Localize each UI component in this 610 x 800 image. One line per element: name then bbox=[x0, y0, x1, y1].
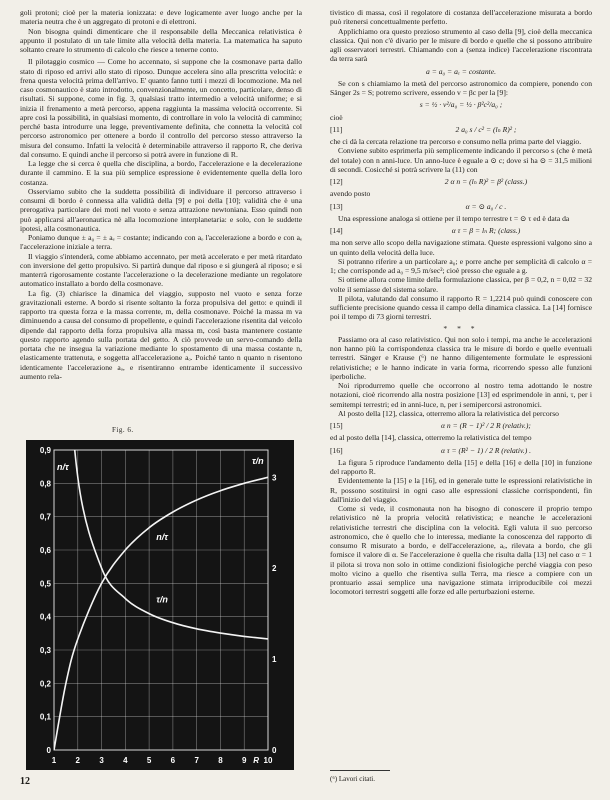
left-tick-label: 0,3 bbox=[39, 646, 51, 655]
left-tick-label: 0,6 bbox=[39, 546, 51, 555]
paragraph: tivistico di massa, così il regolatore di costanza dell'accelerazione misurata a bordo può ritenersi concettualmente perfetto. bbox=[330, 8, 592, 27]
left-tick-label: 0,7 bbox=[39, 512, 51, 522]
paragraph: Si ottiene allora come limite della formulazione classica, per β = 0,2, n = 0,02 = 32 volte il semiasse del sistema solare. bbox=[330, 275, 592, 294]
left-column bbox=[20, 8, 302, 381]
paragraph: La legge che si cerca è quella che disciplina, a bordo, l'accelerazione e la decelerazione durante il cammino. E la sua più semplice espressione è evidentemente quella della loro costanza. bbox=[20, 159, 302, 187]
paragraph: La fig. (3) chiarisce la dinamica del viaggio, supposto nel vuoto e senza forze gravitazionali esterne. A bordo si risente soltanto la forza propulsiva del getto: e quindi il rapporto tra questa forza e la massa corrente, m, della cosmonave. Poiché la massa m va diminuendo a causa del consumo di propellente, e quindi l'accelerazione risentita dal veicolo dipende dal rapporto della forza propulsiva alla massa m, così basta mantenere costante questo rapporto agendo sulla portata del getto. A ciò provvede un servo-comando della portata che ne insegua la variazione mediante lo spostamento di una massa costante n, elasticamente trattenuta, e soggetta all'accelerazione aₒ. Poiché tanto n quanto n risentono identicamente l'accelerazione aₒ, e risentiranno entrambe identicamente il successivo aumento rela- bbox=[20, 288, 302, 381]
right-tick-label: 0 bbox=[272, 746, 277, 755]
left-tick-label: 0,8 bbox=[39, 479, 51, 489]
paragraph: Il viaggio s'intenderà, come abbiamo accennato, per metà accelerato e per metà ritardato con inversione del getto propulsivo. Si partirà dunque dal riposo e si giungerà al riposo; e si manterrà rigorosamente costante l'accelerazione o la decelerazione mediante un regolatore automatico installato a bordo della cosmonave. bbox=[20, 251, 302, 289]
figure-caption: Fig. 6. bbox=[112, 426, 134, 434]
left-tick-label: 0,1 bbox=[39, 712, 51, 722]
x-tick-label: 3 bbox=[99, 756, 104, 765]
x-tick-label: 4 bbox=[123, 756, 128, 765]
equation-11: [11] 2 a₀ s / c² = (lₙ R)² ; bbox=[330, 124, 517, 134]
paragraph: Osserviamo subito che la suddetta possibilità di individuare il percorso attraverso i consumi di bordo è connessa alla validità della [9] e poi della [10]; validità che è una prerogativa particolare dei moti nel vuoto e senza attrazione newtoniana. Esso quindi non può applicarsi all'aeronautica nè alla locomozione interplanetaria: e solo, con le suddette ipotesi, alla cosmonautica. bbox=[20, 186, 302, 233]
left-tick-label: 0 bbox=[46, 746, 51, 755]
paragraph: Evidentemente la [15] e la [16], ed in generale tutte le espressioni relativistiche in R, possono sostituirsi in ogni caso alle espressioni classiche corrispondenti, fin dall'inizio del viaggio. bbox=[330, 476, 592, 504]
x-tick-label: 9 bbox=[241, 756, 247, 765]
left-tick-label: 0,4 bbox=[39, 612, 51, 622]
paragraph: Passiamo ora al caso relativistico. Qui non solo i tempi, ma anche le accelerazioni non hanno più la corrispondenza classica tra le misure di bordo e quelle eventuali terrestri. Sänger e Krause (⁶) ne hanno diligentemente formulate le espressioni relativistiche; e le hanno indicate in varia forma, ricorrendo spesso alle funzioni iperboliche. bbox=[330, 334, 592, 381]
x-tick-label: 2 bbox=[75, 756, 81, 765]
page-number: 12 bbox=[20, 776, 30, 787]
right-tick-label: 1 bbox=[272, 655, 277, 665]
curve-label-tau-over-n: τ/n bbox=[156, 594, 168, 605]
right-column bbox=[330, 8, 592, 597]
paragraph: Conviene subito esprimerla più semplicemente indicando il percorso s (che è metà del totale) con n anni-luce. Un anno-luce è eguale a ⊙ c; dove si ha ⊙ = 31,5 milioni di secondi. Cosicché si potrà scrivere la (11) con bbox=[330, 146, 592, 174]
right-tick-label: 2 bbox=[272, 564, 277, 574]
right-axis-label: τ/n bbox=[252, 456, 264, 466]
equation-15: [15] α n = (R − 1)² / 2 R (relativ.); bbox=[330, 421, 531, 430]
x-tick-label: 1 bbox=[51, 756, 57, 765]
paragraph: ma non serve allo scopo della navigazione stimata. Queste espressioni valgono sino a un quinto della velocità della luce. bbox=[330, 238, 592, 257]
x-tick-label: R bbox=[253, 756, 260, 765]
paragraph: Si potranno riferire a un particolare a₀; e porre anche per semplicità di calcolo α = 1; che corrisponde ad a₀ = 9,5 m/sec²; cioè presso che eguale a g. bbox=[330, 256, 592, 275]
figure-chart bbox=[26, 440, 294, 770]
x-tick-label: 5 bbox=[146, 756, 152, 765]
paragraph: Se con s chiamiamo la metà del percorso astronomico da compiere, ponendo con Sänger 2s = S; potremo scrivere, essendo v = βc per la [9]: bbox=[330, 78, 592, 97]
equation-16: [16] α τ = (R² − 1) / 2 R (relativ.) . bbox=[330, 445, 532, 455]
footnote: (⁶) Lavori citati. bbox=[330, 775, 376, 783]
equation: s = ½ · v²/a₀ = ½ · β²c²/a₀ ; bbox=[419, 100, 503, 110]
right-tick-label: 3 bbox=[272, 473, 277, 483]
chart-background bbox=[26, 440, 294, 770]
equation-12: [12] 2 α n = (lₙ R)² = β² (class.) bbox=[330, 177, 528, 186]
curve-label-n-over-tau: n/τ bbox=[156, 532, 168, 542]
x-tick-label: 8 bbox=[218, 756, 223, 765]
paragraph: goli protoni; cioè per la materia ionizzata: e deve logicamente aver luogo anche per la materia neutra che è un aggregato di protoni e di elettroni. bbox=[20, 8, 302, 27]
paragraph: Il pilota, valutando dal consumo il rapporto R = 1,2214 può quindi conoscere con sufficiente precisione quando cessa il campo della dinamica classica. La [14] fornisce poi il tempo di 73 giorni terrestri. bbox=[330, 293, 592, 322]
x-tick-label: 6 bbox=[170, 756, 176, 765]
section-paragraph: Il pilotaggio cosmico — Come ho accennato, si suppone che la cosmonave parta dallo stato di riposo ed arrivi allo stato di riposo. Dunque accelera sino alla prescritta velocità: e frena questa velocità prima dell'arrivo. E' quanto fanno tutti i mezzi di locomozione. Ma nel caso cosmonautico è stato introdotto, convenzionalmente, un concetto, particolare, denso di risultati. Si suppone, come in fig. 3, qualsiasi tratto intermedio a velocità uniforme; e si inizia il frenamento a metà percorso, appena raggiunta la massima velocità occorrente. Si apre così la possibilità, in qualsiasi momento, di controllare in volo la velocità di cammino; perché basta introdurre una legge, preventivamente definita, che connetta la velocità col percorso astronomico per ottenere a bordo il controllo del percorso stesso attraverso la misura del consumo. Infatti la velocità è determinabile attraverso il rapporto R, che deriva dal consumo. E quindi anche il percorso si potrà avere in funzione di R. bbox=[20, 57, 302, 159]
paragraph: Non bisogna quindi dimenticare che il responsabile della Meccanica relativistica è appunto il postulato di un tale limite alla velocità della materia. La matematica ha saputo soltanto creare lo strumento di calcolo che riesce a tenerne conto. bbox=[20, 26, 302, 54]
x-tick-label: 7 bbox=[194, 756, 199, 765]
paragraph: Al posto della [12], classica, otterremo allora la relativistica del percorso bbox=[338, 408, 559, 418]
paragraph: La figura 5 riproduce l'andamento della [15] e della [16] e della [10] in funzione del rapporto R. bbox=[330, 457, 592, 476]
paragraph: Poniamo dunque ± a₀ = ± aₑ = costante; indicando con aₒ l'accelerazione a bordo e con aₑ l'accelerazione iniziale a terra. bbox=[20, 233, 302, 252]
paragraph: che ci dà la cercata relazione tra percorso e consumo nella prima parte del viaggio. bbox=[330, 137, 582, 146]
equation-14: [14] α τ = β = lₙ R; (class.) bbox=[330, 226, 521, 235]
left-tick-label: 0,2 bbox=[39, 679, 51, 689]
x-tick-label: 10 bbox=[263, 756, 273, 765]
text: cioè bbox=[330, 112, 343, 122]
left-tick-label: 0,9 bbox=[39, 446, 51, 455]
left-axis-label: n/τ bbox=[57, 462, 69, 472]
equation-13: [13] α = ⊙ a₀ / c . bbox=[330, 201, 507, 211]
left-tick-label: 0,5 bbox=[39, 579, 51, 589]
text: avendo posto bbox=[330, 189, 371, 199]
paragraph: Applichiamo ora questo prezioso strumento al caso della [9], cioè della meccanica classica. Qui non c'è divario per le misure di bordo e quelle che si possono attribuire agli osservatori terrestri. Chiamando con a (senza indice) l'accelerazione riscontrata da terra sarà bbox=[330, 26, 592, 64]
paragraph: ed al posto della [14], classica, otterremo la relativistica del tempo bbox=[330, 433, 532, 443]
paragraph: Noi riprodurremo quelle che occorrono al nostro tema adottando le nostre notazioni, cioè ricorrendo alla nostra posizione [13] ed esprimendole in anni, τ, per i semitempi terrestri; ed in anni-luce, n, per i semipercorsi astronomici. bbox=[330, 381, 592, 409]
footnote-rule bbox=[330, 770, 390, 771]
paragraph: Come si vede, il cosmonauta non ha bisogno di conoscere il proprio tempo relativistico nè la propria velocità relativistica; e neanche le accelerazioni relativistiche terrestri che disciplina con la velocità. Egli valuta il suo percorso astronomico, che è quello che lo interessa, mediante la conoscenza del rapporto di consumo R misurato a bordo, e dell'accelerazione, aₒ, rilevata a bordo, che gli fornisce il valore di α. Se l'accelerazione è quella che risulta dalla [13] nel caso α = 1 il pilota si trova non solo in ottime condizioni fisiologiche perché viaggia con peso molto vicino a quello che risentiva sulla Terra, ma riesce a compiere con un prontuario assai semplice una navigazione stimata irriproducibile coi mezzi locomotori terrestri soggetti alle forze ed alle perturbazioni esterne. bbox=[330, 504, 592, 597]
paragraph: Una espressione analoga si ottiene per il tempo terrestre t = ⊙ τ ed è data da bbox=[338, 213, 570, 223]
section-separator: * * * bbox=[443, 323, 479, 333]
equation: a = a₀ = aₑ = costante. bbox=[426, 66, 496, 76]
